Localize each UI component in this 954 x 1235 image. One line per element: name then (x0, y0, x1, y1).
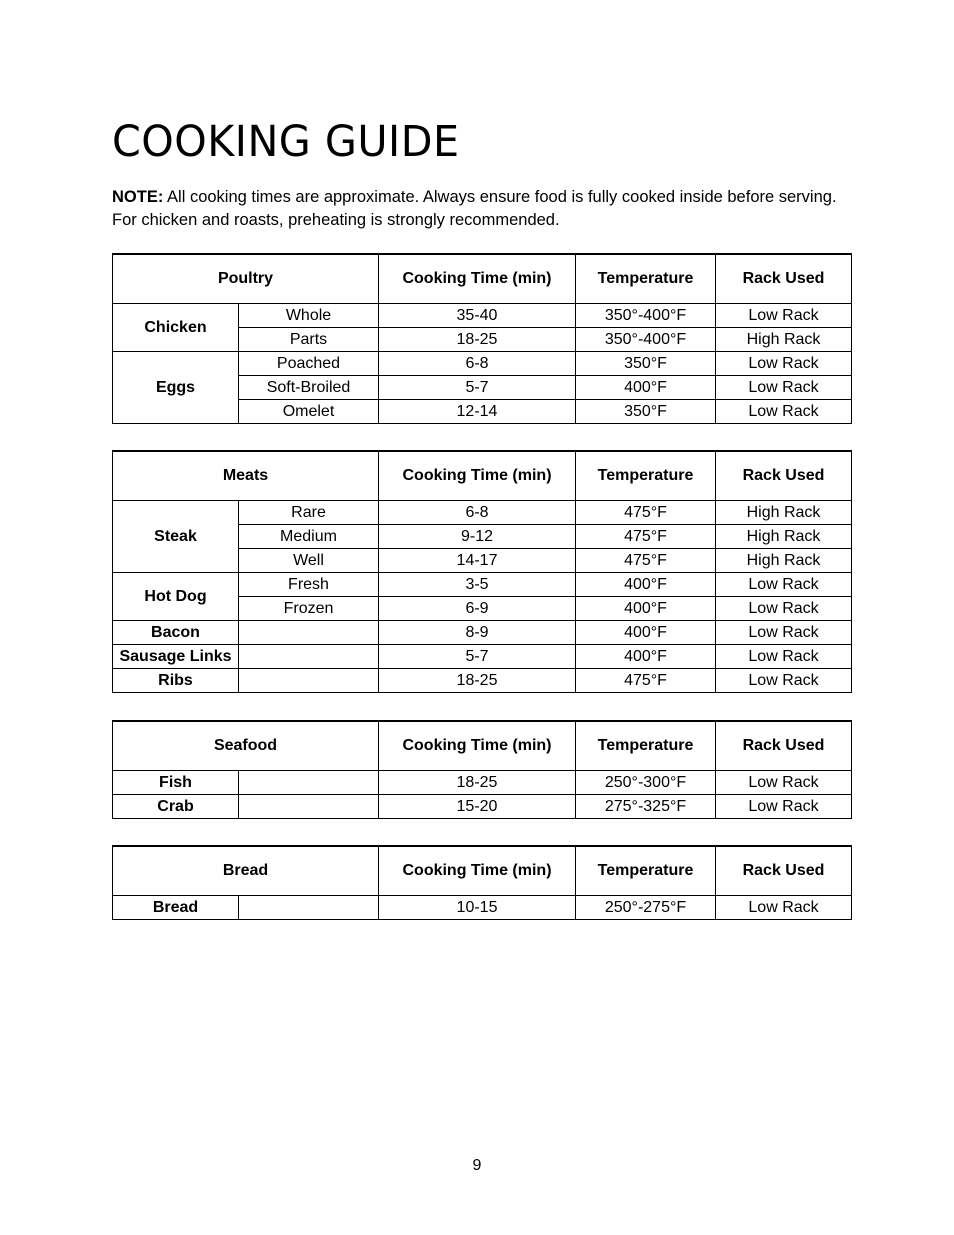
variant-cell: Poached (239, 352, 379, 376)
table-row (113, 669, 852, 693)
table-row (113, 795, 852, 819)
cooking-time-cell: 35-40 (379, 304, 576, 328)
category-header: Seafood (113, 721, 379, 771)
cooking-time-header: Cooking Time (min) (379, 451, 576, 501)
table-header-row (113, 721, 852, 771)
item-name: Fish (113, 771, 239, 795)
page-number: 9 (472, 1157, 482, 1174)
rack-cell: Low Rack (716, 304, 852, 328)
temperature-cell: 400°F (576, 621, 716, 645)
variant-cell: Omelet (239, 400, 379, 424)
rack-header: Rack Used (716, 721, 852, 771)
rack-cell: Low Rack (716, 621, 852, 645)
cooking-time-cell: 10-15 (379, 896, 576, 920)
variant-cell: Well (239, 549, 379, 573)
temperature-cell: 350°F (576, 400, 716, 424)
item-name: Crab (113, 795, 239, 819)
rack-cell: Low Rack (716, 376, 852, 400)
cooking-time-cell: 8-9 (379, 621, 576, 645)
variant-cell: Medium (239, 525, 379, 549)
table-row (113, 896, 852, 920)
cooking-time-cell: 14-17 (379, 549, 576, 573)
variant-cell (239, 669, 379, 693)
variant-cell: Whole (239, 304, 379, 328)
cooking-time-cell: 9-12 (379, 525, 576, 549)
rack-cell: High Rack (716, 501, 852, 525)
note-label: NOTE: (112, 188, 164, 206)
cooking-time-cell: 12-14 (379, 400, 576, 424)
item-name: Hot Dog (113, 573, 239, 621)
poultry-table (112, 253, 852, 424)
table-row (113, 501, 852, 525)
variant-cell: Fresh (239, 573, 379, 597)
variant-cell (239, 795, 379, 819)
cooking-time-cell: 5-7 (379, 376, 576, 400)
rack-header: Rack Used (716, 846, 852, 896)
item-name: Eggs (113, 352, 239, 424)
variant-cell: Soft-Broiled (239, 376, 379, 400)
rack-cell: Low Rack (716, 597, 852, 621)
temperature-cell: 475°F (576, 669, 716, 693)
item-name: Steak (113, 501, 239, 573)
cooking-time-header: Cooking Time (min) (379, 254, 576, 304)
temperature-cell: 350°F (576, 352, 716, 376)
temperature-header: Temperature (576, 721, 716, 771)
rack-cell: Low Rack (716, 573, 852, 597)
cooking-time-cell: 18-25 (379, 669, 576, 693)
cooking-time-cell: 6-8 (379, 501, 576, 525)
seafood-table (112, 720, 852, 819)
cooking-time-cell: 18-25 (379, 771, 576, 795)
item-name: Ribs (113, 669, 239, 693)
rack-header: Rack Used (716, 451, 852, 501)
variant-cell (239, 645, 379, 669)
temperature-cell: 400°F (576, 573, 716, 597)
category-header: Meats (113, 451, 379, 501)
cooking-time-cell: 5-7 (379, 645, 576, 669)
table-header-row (113, 254, 852, 304)
table-row (113, 352, 852, 376)
item-name: Chicken (113, 304, 239, 352)
temperature-cell: 400°F (576, 597, 716, 621)
meats-table (112, 450, 852, 693)
table-row (113, 304, 852, 328)
rack-cell: Low Rack (716, 795, 852, 819)
variant-cell: Rare (239, 501, 379, 525)
item-name: Bread (113, 896, 239, 920)
rack-cell: Low Rack (716, 645, 852, 669)
category-header: Bread (113, 846, 379, 896)
variant-cell (239, 771, 379, 795)
temperature-cell: 350°-400°F (576, 328, 716, 352)
cooking-time-cell: 6-8 (379, 352, 576, 376)
rack-cell: High Rack (716, 525, 852, 549)
cooking-time-header: Cooking Time (min) (379, 721, 576, 771)
table-row (113, 771, 852, 795)
rack-cell: High Rack (716, 549, 852, 573)
cooking-time-cell: 6-9 (379, 597, 576, 621)
temperature-cell: 250°-275°F (576, 896, 716, 920)
table-row (113, 645, 852, 669)
table-row (113, 621, 852, 645)
category-header: Poultry (113, 254, 379, 304)
rack-cell: High Rack (716, 328, 852, 352)
rack-cell: Low Rack (716, 400, 852, 424)
rack-cell: Low Rack (716, 896, 852, 920)
rack-cell: Low Rack (716, 669, 852, 693)
temperature-cell: 400°F (576, 376, 716, 400)
variant-cell: Frozen (239, 597, 379, 621)
table-header-row (113, 451, 852, 501)
item-name: Sausage Links (113, 645, 239, 669)
cooking-time-cell: 18-25 (379, 328, 576, 352)
temperature-header: Temperature (576, 254, 716, 304)
temperature-header: Temperature (576, 846, 716, 896)
rack-cell: Low Rack (716, 352, 852, 376)
page-title: COOKING GUIDE (112, 117, 460, 167)
variant-cell: Parts (239, 328, 379, 352)
temperature-cell: 475°F (576, 501, 716, 525)
cooking-time-cell: 3-5 (379, 573, 576, 597)
temperature-cell: 475°F (576, 525, 716, 549)
rack-cell: Low Rack (716, 771, 852, 795)
temperature-cell: 250°-300°F (576, 771, 716, 795)
temperature-header: Temperature (576, 451, 716, 501)
temperature-cell: 275°-325°F (576, 795, 716, 819)
table-row (113, 573, 852, 597)
table-header-row (113, 846, 852, 896)
note-text: All cooking times are approximate. Always ensure food is fully cooked inside before serving. For chicken and roasts, preheating is strongly recommended. (112, 188, 837, 229)
temperature-cell: 475°F (576, 549, 716, 573)
rack-header: Rack Used (716, 254, 852, 304)
cooking-time-header: Cooking Time (min) (379, 846, 576, 896)
variant-cell (239, 896, 379, 920)
bread-table (112, 845, 852, 920)
temperature-cell: 350°-400°F (576, 304, 716, 328)
item-name: Bacon (113, 621, 239, 645)
cooking-time-cell: 15-20 (379, 795, 576, 819)
temperature-cell: 400°F (576, 645, 716, 669)
variant-cell (239, 621, 379, 645)
note-paragraph (112, 186, 852, 232)
